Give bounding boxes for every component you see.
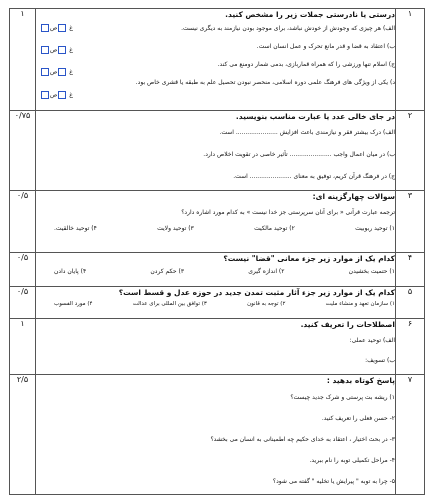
true-checkbox[interactable] <box>58 46 66 54</box>
true-checkbox[interactable] <box>58 68 66 76</box>
question-number: ۴ <box>396 253 425 287</box>
question-row-7 <box>10 375 425 495</box>
true-checkbox[interactable] <box>58 91 66 99</box>
statement-a: الف) هر چیزی که وجودش از خودش نباشد، برای موجود بودن نیازمند به دیگری نیست. <box>181 25 395 32</box>
true-false-choice-a <box>40 24 73 32</box>
options-row <box>36 224 395 233</box>
short-answer-5: ۵- چرا به توبه " پیرایش یا تخلیه " گفته می شود؟ <box>272 478 395 485</box>
statement-d: د) یکی از ویژگی های فرهنگ علمی دوره اسلامی، منحصر نبودن تحصیل علم به طبقه یا قشری خاص بود. <box>135 79 395 86</box>
false-checkbox[interactable] <box>41 46 49 54</box>
blank-item-a: الف) درک بیشتر فقر و نیازمندی باعث افزایش ...................... است. <box>219 129 395 136</box>
exam-table <box>9 8 425 495</box>
false-checkbox[interactable] <box>41 91 49 99</box>
true-label: ص <box>50 68 58 76</box>
question-content <box>36 191 396 253</box>
option-3[interactable]: ۳) توافق بین المللی برای عدالت <box>132 301 207 307</box>
short-answer-2: ۲- حسن فعلی را تعریف کنید. <box>321 415 395 422</box>
question-row-3 <box>10 191 425 253</box>
question-number: ۶ <box>396 319 425 375</box>
question-content <box>36 9 396 111</box>
question-row-4 <box>10 253 425 287</box>
question-score: ۰/۵ <box>10 287 36 319</box>
question-title: کدام یک از موارد زیر جزء آثار مثبت تمدن جدید در حوزه عدل و قسط است؟ <box>118 288 395 297</box>
option-2[interactable]: ۲) توجه به قانون <box>247 301 286 307</box>
short-answer-4: ۴- مراحل تکمیلی توبه را نام ببرید. <box>309 457 395 464</box>
question-number: ۵ <box>396 287 425 319</box>
true-label: ص <box>50 91 58 99</box>
definition-a: الف) توحید عملی: <box>349 337 395 344</box>
true-label: ص <box>50 24 58 32</box>
short-answer-3: ۳- در بحث اختیار ، اعتقاد به خدای حکیم چه اطمینانی به انسان می بخشد؟ <box>210 436 395 443</box>
statement-c: ج) اسلام تنها ورزشی را که همراه قماربازی، بدمی شمار دومنع می کند. <box>217 61 395 68</box>
option-1[interactable]: ۱) سازمان تعهد و منشاء ملیت <box>325 301 395 307</box>
true-label: ص <box>50 46 58 54</box>
question-content <box>36 253 396 287</box>
question-row-2 <box>10 111 425 191</box>
question-content <box>36 319 396 375</box>
question-row-5 <box>10 287 425 319</box>
option-3[interactable]: ۳) توحید ولایت <box>157 225 194 232</box>
false-label: غ <box>69 91 73 99</box>
question-content <box>36 111 396 191</box>
true-checkbox[interactable] <box>58 24 66 32</box>
question-title: پاسخ کوتاه بدهید : <box>326 376 395 385</box>
question-number: ۷ <box>396 375 425 495</box>
short-answer-1: ۱) ریشه بت پرستی و شرک جدید چیست؟ <box>290 394 395 401</box>
question-score: ۰/۵ <box>10 253 36 287</box>
false-checkbox[interactable] <box>41 68 49 76</box>
options-row <box>36 300 395 309</box>
question-title: درستی یا نادرستی جملات زیر را مشخص کنید. <box>225 10 395 19</box>
question-score: ۱ <box>10 319 36 375</box>
option-4[interactable]: ۴) توحید خالقیت. <box>54 225 97 232</box>
question-content <box>36 287 396 319</box>
question-stem: ترجمه عبارت قرآنی « برای آنان سرپرستی جز خدا نیست » به کدام مورد اشاره دارد؟ <box>181 209 395 216</box>
question-title: اصطلاحات را تعریف کنید. <box>300 320 395 329</box>
question-row-6 <box>10 319 425 375</box>
question-number: ۲ <box>396 111 425 191</box>
question-content <box>36 375 396 495</box>
option-2[interactable]: ۲) توحید مالکیت <box>254 225 295 232</box>
false-label: غ <box>69 24 73 32</box>
blank-item-b: ب) در میان اعمال واجب ...................... تأثیر خاصی در تقویت اخلاص دارد. <box>203 151 395 158</box>
question-score: ۲/۵ <box>10 375 36 495</box>
question-number: ۱ <box>396 9 425 111</box>
question-number: ۳ <box>396 191 425 253</box>
question-score: ۰/۵ <box>10 191 36 253</box>
option-1[interactable]: ۱) حتمیت بخشیدن <box>348 268 395 275</box>
true-false-choice-c <box>40 68 73 76</box>
blank-item-c: ج) در فرهنگ قرآن کریم، توفیق به معنای ...................... است. <box>233 173 395 180</box>
option-4[interactable]: ۴) مورد الفسوب <box>54 301 93 307</box>
option-3[interactable]: ۳) حکم کردن <box>150 268 185 275</box>
question-title: سوالات چهارگزینه ای: <box>312 192 395 201</box>
options-row <box>36 267 395 276</box>
definition-b: ب) تسویف: <box>365 357 395 364</box>
option-1[interactable]: ۱) توحید ربوبیت <box>355 225 395 232</box>
question-title: در جای خالی عدد یا عبارت مناسب بنویسید. <box>235 112 395 121</box>
question-row-1 <box>10 9 425 111</box>
question-score: ۱ <box>10 9 36 111</box>
true-false-choice-d <box>40 91 73 99</box>
statement-b: ب) اعتقاد به قضا و قدر مانع تحرک و عمل انسان است. <box>256 43 395 50</box>
false-label: غ <box>69 68 73 76</box>
false-label: غ <box>69 46 73 54</box>
question-score: ۰/۷۵ <box>10 111 36 191</box>
option-4[interactable]: ۴) پایان دادن <box>54 268 87 275</box>
question-title: کدام یک از موارد زیر جزء معانی "قضا" نیست؟ <box>223 254 395 263</box>
option-2[interactable]: ۲) اندازه گیری <box>248 268 285 275</box>
true-false-choice-b <box>40 46 73 54</box>
false-checkbox[interactable] <box>41 24 49 32</box>
